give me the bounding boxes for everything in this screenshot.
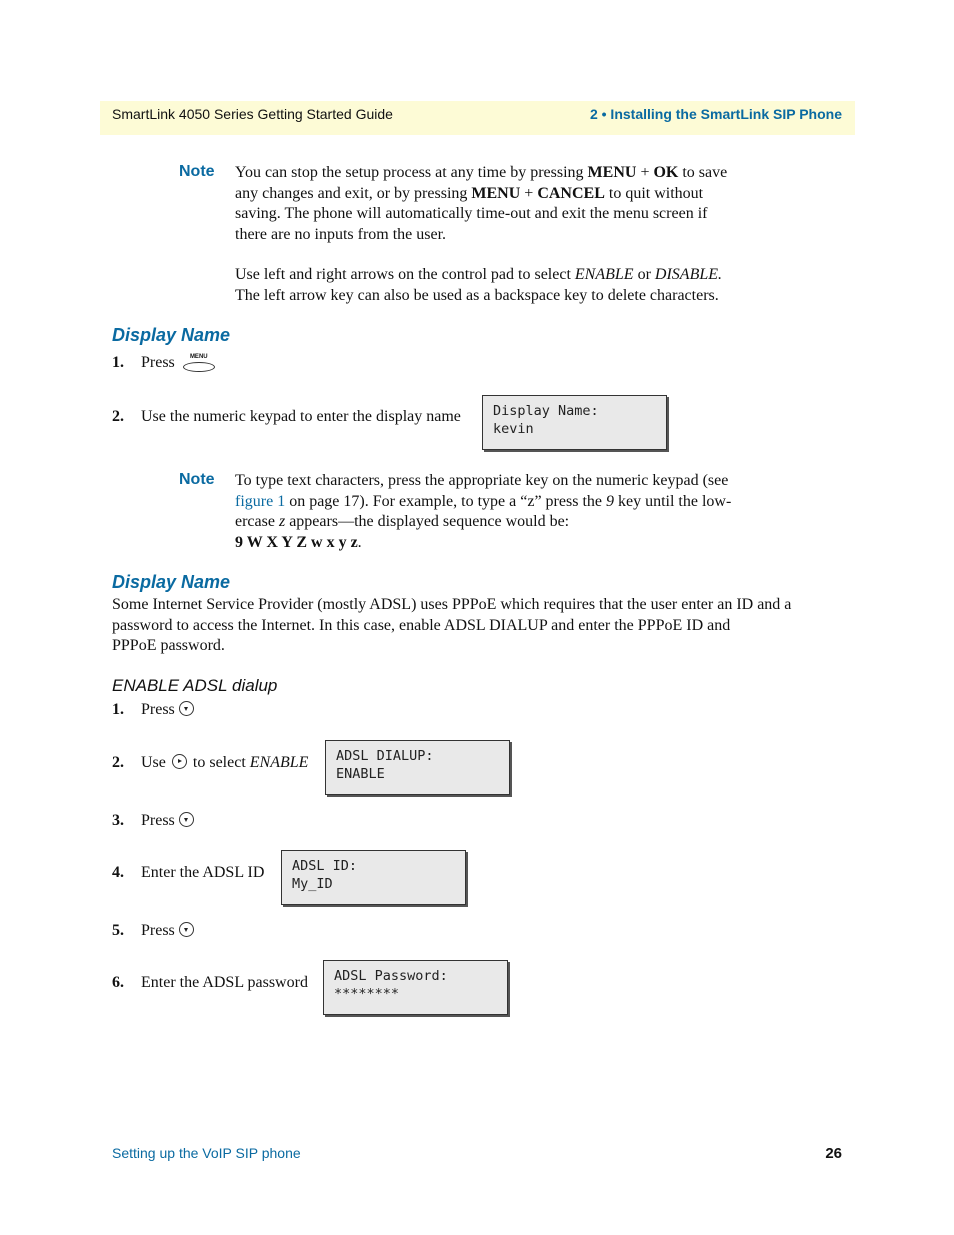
step-text: Press (141, 922, 194, 940)
lcd-display-name: Display Name: kevin (482, 395, 667, 450)
down-arrow-icon (179, 812, 194, 827)
step-number: 4. (112, 864, 124, 881)
step-number: 6. (112, 974, 124, 991)
step-number: 2. (112, 408, 124, 425)
step-text: Enter the ADSL ID (141, 864, 265, 881)
footer-section-title: Setting up the VoIP SIP phone (112, 1145, 301, 1161)
down-arrow-icon (179, 701, 194, 716)
step-number: 1. (112, 354, 124, 371)
section-paragraph: Some Internet Service Provider (mostly ADSL) uses PPPoE which requires that the user enter an ID and a password to access the Internet. In this case, enable ADSL DIALUP and enter the PPPoE ID and PPPoE password. (112, 596, 792, 654)
note-text: You can stop the setup process at any time by pressing MENU + OK to save any changes and exit, or by pressing MENU + CANCEL to quit without saving. The phone will automatically time-out and exit the menu screen if there are no inputs from the user. Use left and right arrows on the control pad to select ENABLE or DISABLE. The left arrow key can also be used as a backspace key to delete characters. (235, 164, 728, 304)
figure-link[interactable]: figure 1 (235, 492, 286, 510)
down-arrow-icon (179, 922, 194, 937)
step-number: 5. (112, 922, 124, 939)
page-number: 26 (825, 1145, 842, 1162)
header-chapter-title: 2 • Installing the SmartLink SIP Phone (589, 106, 842, 122)
note-label: Note (179, 163, 215, 180)
menu-key-icon: MENU (183, 354, 215, 372)
section-title-display-name: Display Name (112, 325, 231, 345)
lcd-adsl-password: ADSL Password: ******** (323, 960, 508, 1015)
note-text: To type text characters, press the appropriate key on the numeric keypad (see figure 1 on page 17). For example, to type a “z” press the 9 key until the low- ercase z appears—the displayed sequence would be: 9 W X Y Z w x y z. (235, 472, 732, 551)
lcd-adsl-dialup: ADSL DIALUP: ENABLE (325, 740, 510, 795)
section-title-display-name-2: Display Name (112, 572, 231, 592)
lcd-adsl-id: ADSL ID: My_ID (281, 850, 466, 905)
step-text: Use to select ENABLE (141, 754, 309, 771)
step-number: 3. (112, 812, 124, 829)
step-text: Press (141, 701, 194, 719)
right-arrow-icon (172, 754, 187, 769)
step-number: 1. (112, 701, 124, 718)
subsection-title: ENABLE ADSL dialup (112, 676, 278, 695)
header-doc-title: SmartLink 4050 Series Getting Started Guide (112, 106, 393, 122)
step-text: Press MENU (141, 354, 215, 372)
step-number: 2. (112, 754, 124, 771)
step-text: Use the numeric keypad to enter the display name (141, 408, 461, 425)
step-text: Enter the ADSL password (141, 974, 308, 991)
step-text: Press (141, 812, 194, 830)
note-label: Note (179, 471, 215, 488)
